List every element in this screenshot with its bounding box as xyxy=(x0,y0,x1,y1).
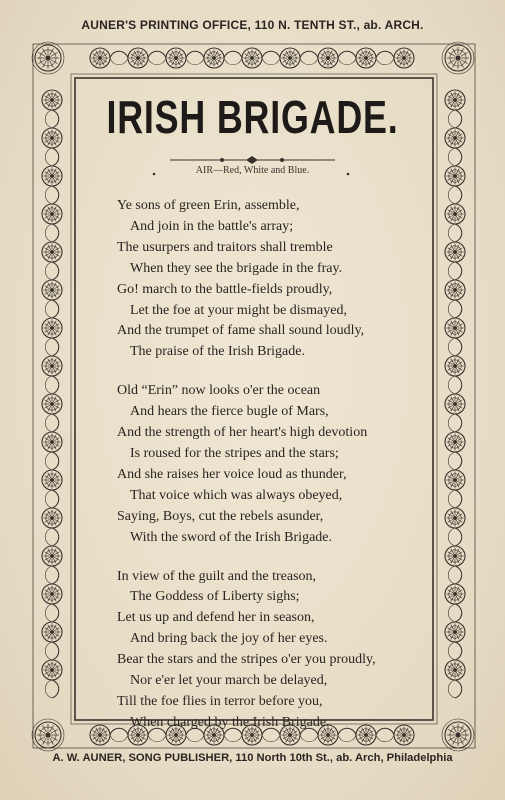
publisher-imprint: A. W. AUNER, SONG PUBLISHER, 110 North 10th St., ab. Arch, Philadelphia xyxy=(52,752,453,764)
verse-line: And hears the fierce bugle of Mars, xyxy=(130,404,329,420)
song-verses xyxy=(117,196,417,752)
verse-line: The Goddess of Liberty sighs; xyxy=(130,589,300,605)
stanza xyxy=(117,567,417,734)
verse-line: Saying, Boys, cut the rebels asunder, xyxy=(117,508,324,524)
verse-line: With the sword of the Irish Brigade. xyxy=(130,529,333,545)
verse-line: Ye sons of green Erin, assemble, xyxy=(117,198,300,213)
verse-line: Bear the stars and the stripes o'er you proudly, xyxy=(117,652,376,668)
verse-line: And join in the battle's array; xyxy=(130,218,294,234)
verse-line: The praise of the Irish Brigade. xyxy=(130,344,305,360)
air-tune-note: AIR—Red, White and Blue. xyxy=(195,165,310,176)
verse-line: The usurpers and traitors shall tremble xyxy=(117,239,333,255)
verse-line: That voice which was always obeyed, xyxy=(130,487,343,503)
printer-imprint: AUNER'S PRINTING OFFICE, 110 N. TENTH ST., ab. ARCH. xyxy=(81,18,424,32)
verse-line: Let the foe at your might be dismayed, xyxy=(130,302,347,318)
verse-line: In view of the guilt and the treason, xyxy=(117,568,317,584)
verse-line: Nor e'er let your march be delayed, xyxy=(130,673,328,689)
verse-line: Is roused for the stripes and the stars; xyxy=(130,445,339,461)
verse-line: Till the foe flies in terror before you, xyxy=(117,693,323,709)
verse-line: And the strength of her heart's high devotion xyxy=(117,425,368,441)
verse-line: Go! march to the battle-fields proudly, xyxy=(117,281,333,297)
verse-line: When charged by the Irish Brigade. xyxy=(130,714,330,730)
verse-line: Let us up and defend her in season, xyxy=(117,610,315,626)
verse-line: And bring back the joy of her eyes. xyxy=(130,631,328,647)
stanza xyxy=(117,196,417,363)
stanza xyxy=(117,381,417,548)
title-rule-ornament xyxy=(170,156,335,164)
song-title: IRISH BRIGADE. xyxy=(106,91,399,143)
verse-line: Old “Erin” now looks o'er the ocean xyxy=(117,383,321,399)
verse-line: When they see the brigade in the fray. xyxy=(130,260,343,276)
verse-line: And the trumpet of fame shall sound loudly, xyxy=(117,323,365,339)
air-rule-ornament xyxy=(151,171,351,177)
verse-line: And she raises her voice loud as thunder, xyxy=(117,466,347,482)
